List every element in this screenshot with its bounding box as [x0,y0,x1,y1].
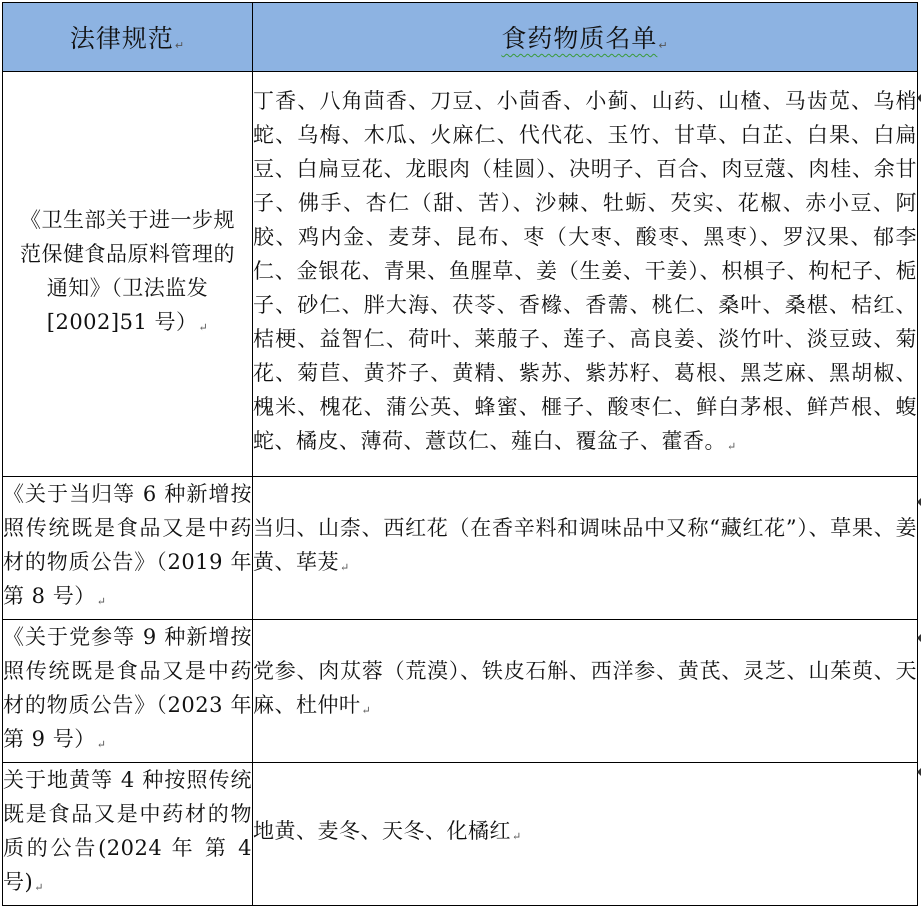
header-law[interactable] [3,3,253,72]
law-text: 关于地黄等 4 种按照传统既是食品又是中药材的物质的公告(2024 年 第 4 号) [3,768,252,894]
law-text: 《卫生部关于进一步规范保健食品原料管理的通知》（卫法监发[2002]51 号） [20,208,235,334]
header-law-text: 法律规范 [69,24,174,53]
paragraph-mark-icon: ↵ [96,595,107,608]
header-items-text: 食药物质名单 [501,24,658,53]
paragraph-mark-icon: ↵ [96,738,107,751]
items-cell[interactable] [253,477,918,620]
items-cell[interactable] [253,620,918,763]
paragraph-mark-icon: ↵ [174,39,186,52]
row-end-marker-icon [917,768,921,776]
header-items[interactable] [253,3,918,72]
food-medicine-table [2,2,918,906]
paragraph-mark-icon: ↵ [340,561,350,574]
table-row [3,477,918,620]
row-end-marker-icon [917,94,921,102]
row-end-marker-icon [917,634,921,642]
law-cell[interactable] [3,620,253,763]
paragraph-mark-icon: ↵ [727,440,737,453]
paragraph-mark-icon: ↵ [658,39,669,52]
law-cell[interactable] [3,72,253,477]
items-text: 丁香、八角茴香、刀豆、小茴香、小蓟、山药、山楂、马齿苋、乌梢蛇、乌梅、木瓜、火麻仁、代代花、玉竹、甘草、白芷、白果、白扁豆、白扁豆花、龙眼肉（桂圆）、决明子、百合、肉豆蔻、肉桂、余甘子、佛手、杏仁（甜、苦）、沙棘、牡蛎、芡实、花椒、赤小豆、阿胶、鸡内金、麦芽、昆布、枣（大枣、酸枣、黑枣）、罗汉果、郁李仁、金银花、青果、鱼腥草、姜（生姜、干姜）、枳椇子、枸杞子、栀子、砂仁、胖大海、茯苓、香橼、香薷、桃仁、桑叶、桑椹、桔红、桔梗、益智仁、荷叶、莱菔子、莲子、高良姜、淡竹叶、淡豆豉、菊花、菊苣、黄芥子、黄精、紫苏、紫苏籽、葛根、黑芝麻、黑胡椒、槐米、槐花、蒲公英、蜂蜜、榧子、酸枣仁、鲜白茅根、鲜芦根、蝮蛇、橘皮、薄荷、薏苡仁、薤白、覆盆子、藿香。 [253,89,917,453]
table-row [3,620,918,763]
row-end-marker-icon [917,498,921,506]
law-text: 《关于当归等 6 种新增按照传统既是食品又是中药材的物质公告》（2019 年第 8 号） [3,482,252,608]
paragraph-mark-icon: ↵ [34,881,44,894]
items-cell[interactable] [253,72,918,477]
paragraph-mark-icon: ↵ [198,321,209,334]
items-cell[interactable] [253,763,918,906]
law-cell[interactable] [3,763,253,906]
table-row [3,72,918,477]
law-text: 《关于党参等 9 种新增按照传统既是食品又是中药材的物质公告》（2023 年第 9 号） [3,625,252,751]
header-row [3,3,918,72]
items-text: 地黄、麦冬、天冬、化橘红 [253,819,511,843]
items-text: 当归、山柰、西红花（在香辛料和调味品中又称“藏红花”）、草果、姜黄、荜茇 [253,516,917,574]
law-cell[interactable] [3,477,253,620]
items-text: 党参、肉苁蓉（荒漠）、铁皮石斛、西洋参、黄芪、灵芝、山茱萸、天麻、杜仲叶 [253,659,917,717]
paragraph-mark-icon: ↵ [512,830,522,843]
paragraph-mark-icon: ↵ [361,704,372,717]
table-row [3,763,918,906]
